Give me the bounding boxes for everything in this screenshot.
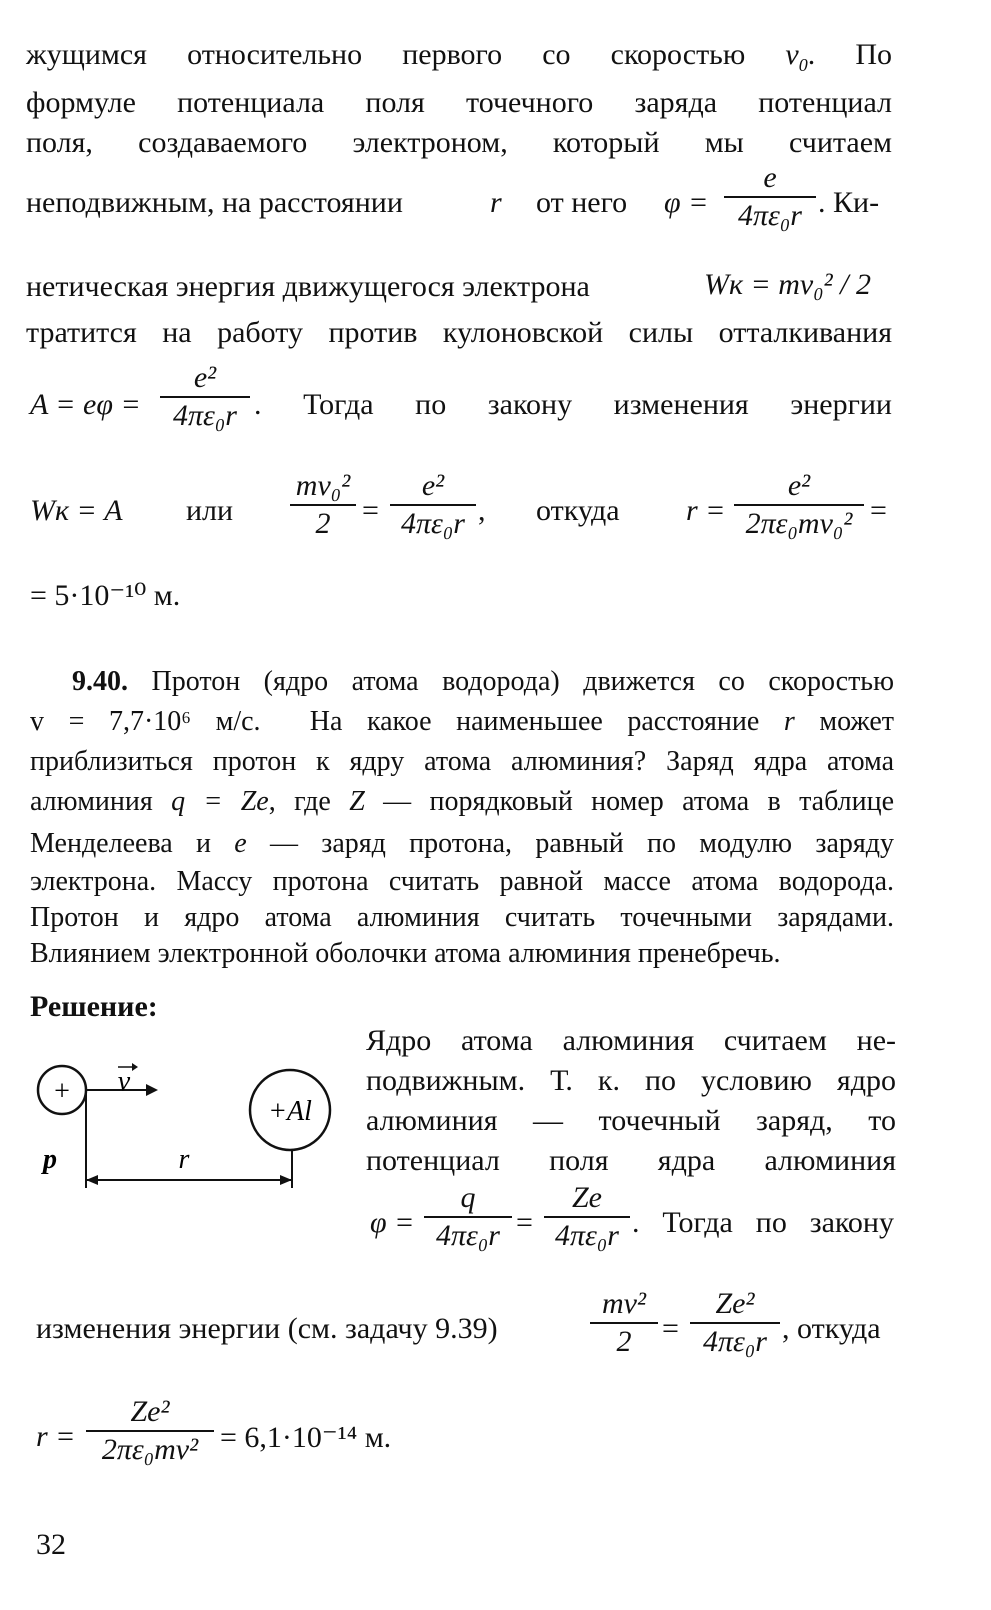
text-line: формуле потенциала поля точечного заряда потенциал [26,86,892,119]
page-number: 32 [36,1528,66,1561]
text-line: жущимся относительно первого со скоростью $v_0$. По [26,38,892,75]
text-fragment: от него [536,186,628,219]
problem-line: Протон и ядро атома алюминия считать точечными зарядами. [30,902,894,933]
proton-nucleus-diagram [28,1060,358,1200]
math-eq: = [870,494,887,527]
distance-label: r [178,1144,190,1175]
problem-line: v = 7,7·10⁶ м/с. На какое наименьшее расстояние r может [30,706,895,737]
fraction: Ze² 4πε₀r [690,1286,780,1360]
fraction: Ze 4πε₀r [544,1180,630,1254]
math-eq: = [362,494,379,527]
fraction: e² 4πε₀r [390,468,476,542]
problem-number: 9.40. [72,666,128,697]
fraction: e 4πε₀r [724,160,816,234]
math-eq: = [662,1312,679,1345]
math-lhs: Wк = A [30,494,123,527]
proton-label: p [43,1144,57,1175]
text-fragment: . Тогда по закону [632,1206,894,1239]
math-result: = 5·10⁻¹⁰ м. [30,579,181,612]
text-fragment: . Ки- [818,186,880,219]
math-eq: = [516,1206,533,1239]
text-fragment: откуда [536,494,620,527]
nucleus-label: +Al [268,1096,312,1127]
solution-line: Ядро атома алюминия считаем не- [366,1024,896,1057]
math-var: r [490,186,502,219]
solution-line: алюминия — точечный заряд, то [366,1104,896,1137]
fraction: mv₀² 2 [290,468,356,542]
text-fragment: неподвижным, на расстоянии [26,186,403,219]
text-line: тратится на работу против кулоновской силы отталкивания [26,316,892,349]
problem-line: Влиянием электронной оболочки атома алюминия пренебречь. [30,938,781,969]
math-lhs: A = eφ = [30,388,141,421]
velocity-label: v [117,1066,131,1097]
problem-line: алюминия q = Ze, где Z — порядковый номер атома в таблице [30,786,894,817]
solution-line: потенциал поля ядра алюминия [366,1144,896,1177]
fraction: mv² 2 [590,1286,658,1360]
distance-arrowhead-right [280,1175,292,1185]
text-fragment: изменения энергии (см. задачу 9.39) [36,1312,498,1345]
text-fragment: нетическая энергия движущегося электрона [26,270,590,303]
problem-line: 9.40. Протон (ядро атома водорода) движется со скоростью [72,666,894,697]
fraction: e² 2πε₀mv₀² [734,468,864,542]
text-fragment: . Тогда по закону изменения энергии [254,388,892,421]
text-fragment: , откуда [782,1312,881,1345]
problem-line: Менделеева и e — заряд протона, равный по модулю заряду [30,828,894,859]
problem-line: электрона. Массу протона считать равной массе атома водорода. [30,866,894,897]
math-lhs: φ = [370,1206,415,1239]
vector-bar-head [132,1063,138,1071]
proton-sign: + [54,1076,70,1107]
math-lhs: r = [686,494,726,527]
text-fragment: , [478,494,486,527]
problem-line: приблизиться протон к ядру атома алюминия? Заряд ядра атома [30,746,894,777]
solution-line: подвижным. Т. к. по условию ядро [366,1064,896,1097]
fraction: e² 4πε₀r [160,360,250,434]
math-formula: Wк = mv₀² / 2 [704,268,872,301]
text-fragment: или [186,494,234,527]
solution-heading: Решение: [30,990,158,1023]
distance-arrowhead-left [86,1175,98,1185]
velocity-arrowhead [146,1084,158,1096]
math-lhs: φ = [664,186,709,219]
fraction: Ze² 2πε₀mv² [86,1394,214,1468]
math-result: = 6,1·10⁻¹⁴ м. [220,1421,392,1454]
fraction: q 4πε₀r [424,1180,512,1254]
math-lhs: r = [36,1420,76,1453]
text-line: поля, создаваемого электроном, который мы считаем [26,126,892,159]
